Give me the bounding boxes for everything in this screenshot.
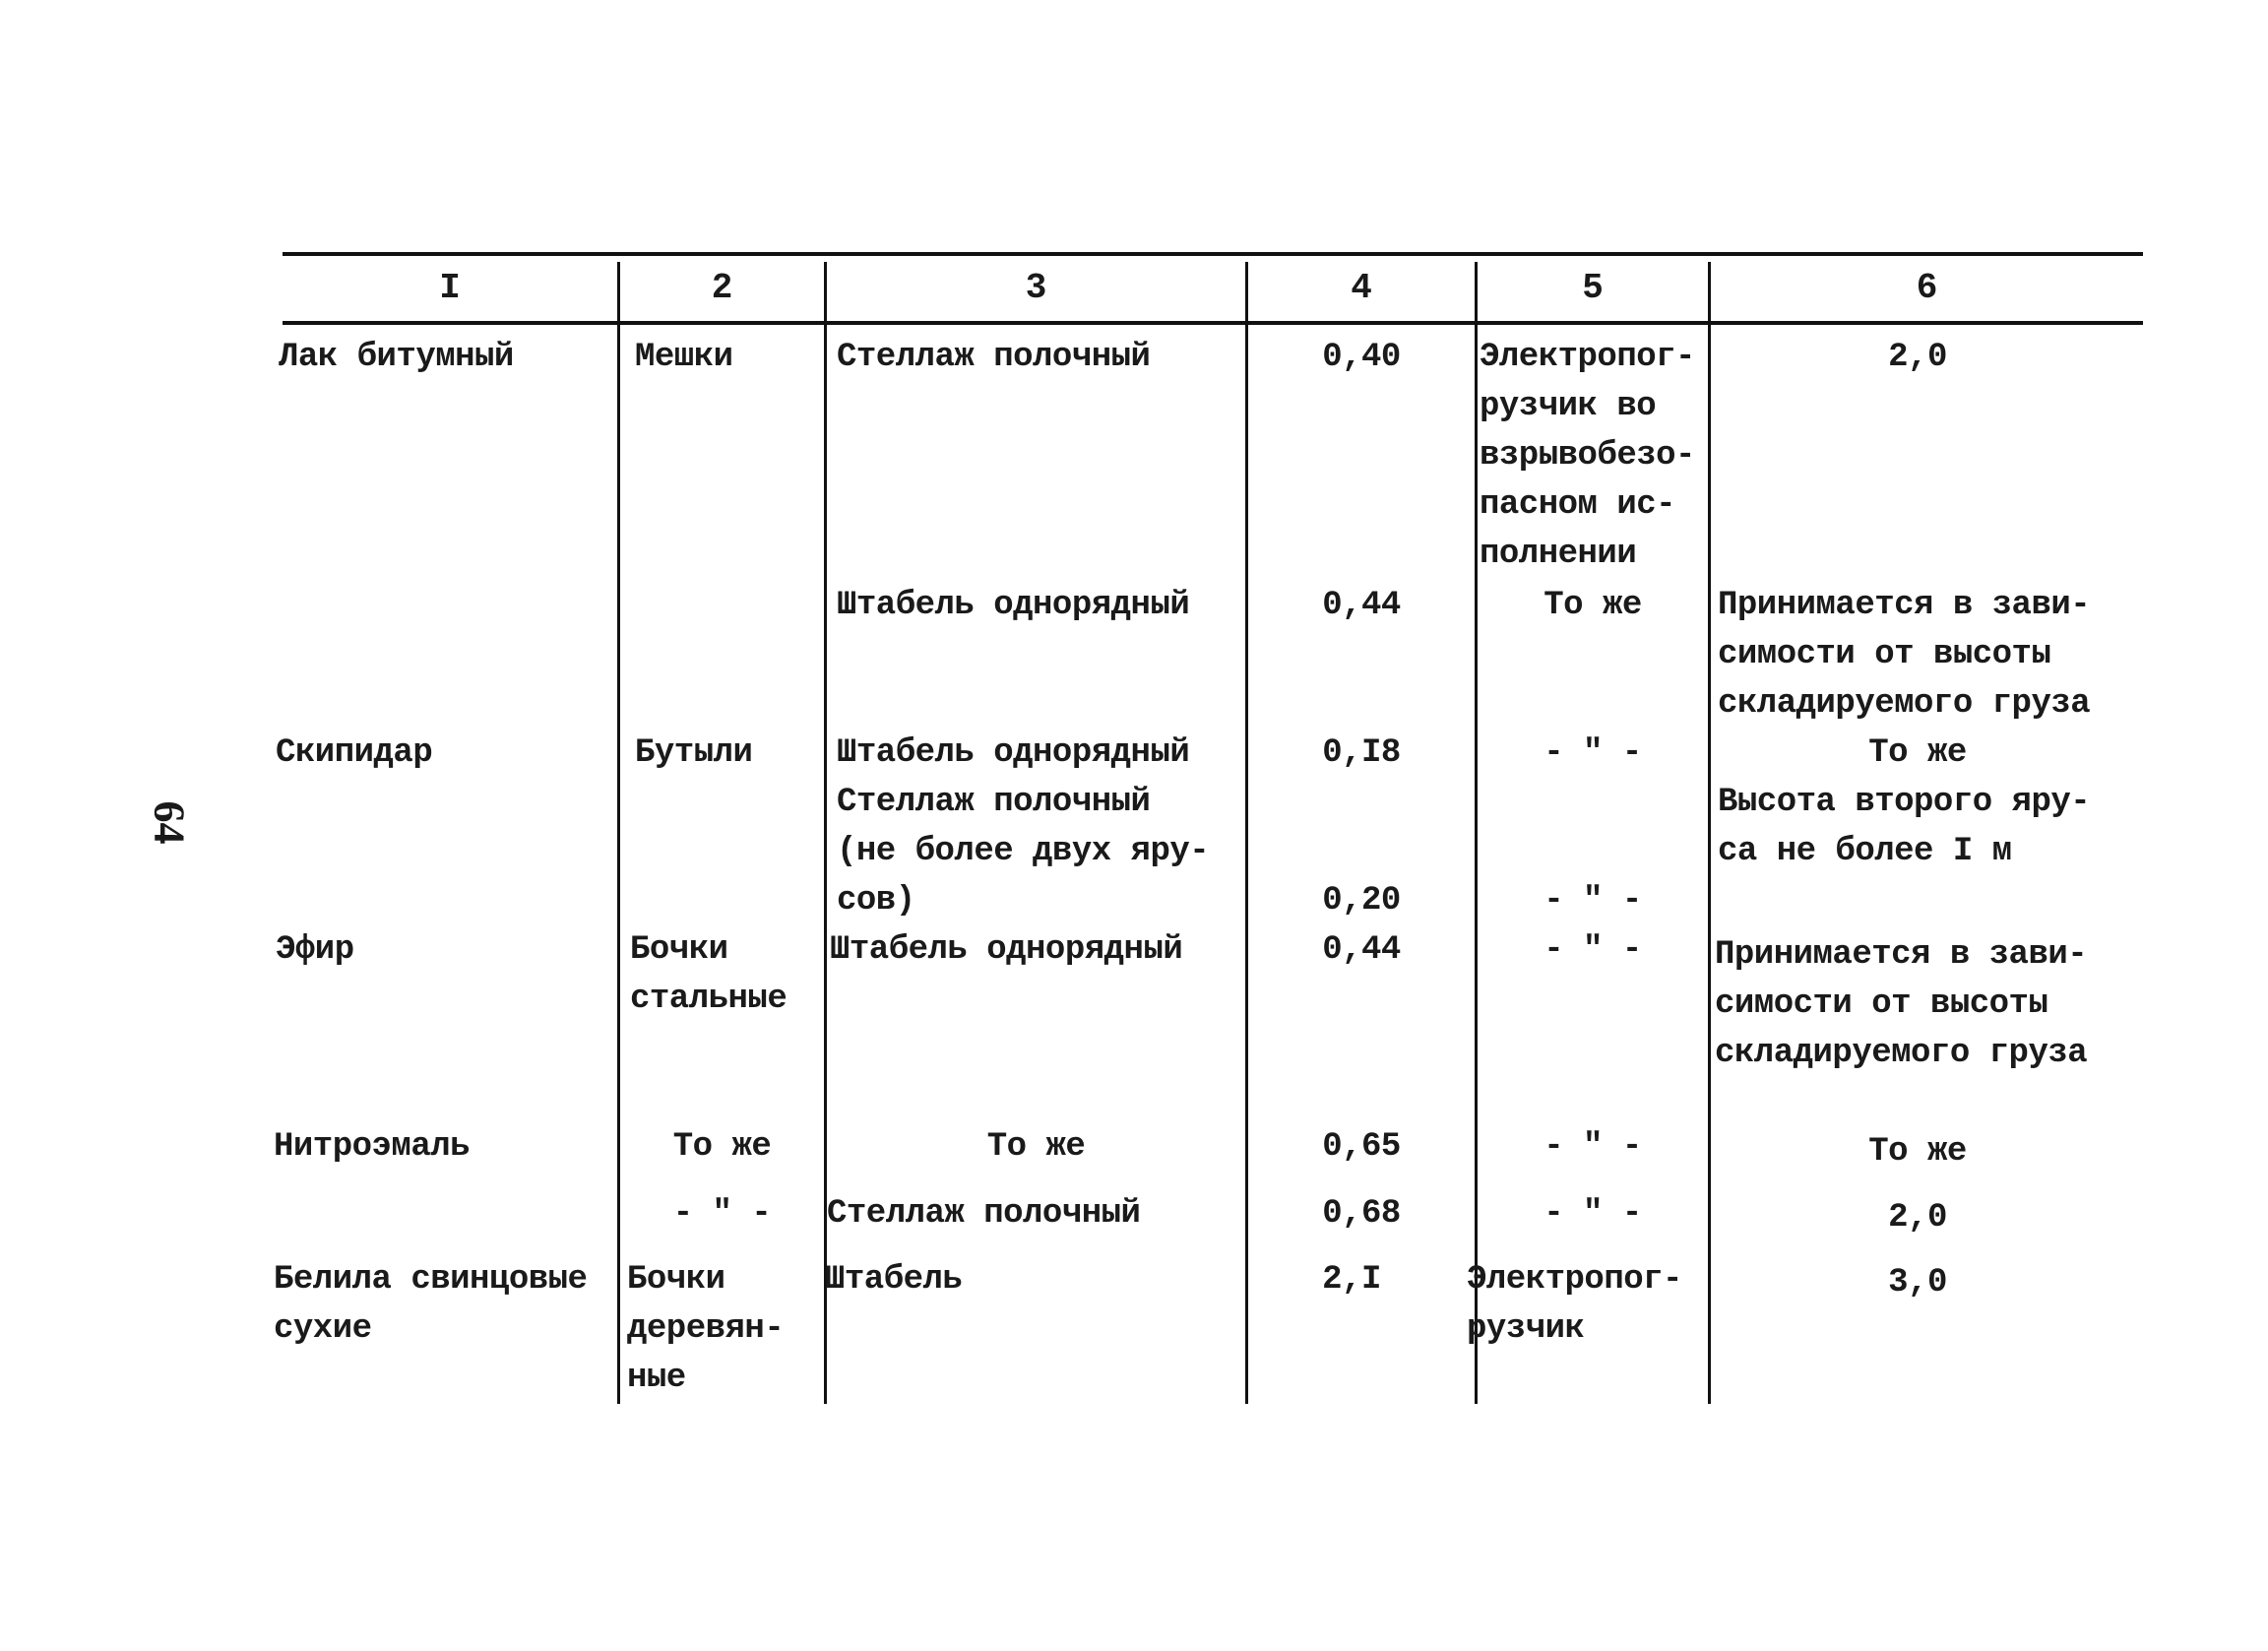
note-line: са не более I м	[1718, 833, 2012, 870]
container-line: Бочки	[627, 1261, 725, 1299]
storage-method: Стеллаж полочный	[837, 339, 1151, 376]
note-line: симости от высоты	[1715, 985, 2048, 1023]
container-line: стальные	[630, 981, 788, 1018]
note-value: То же	[1868, 1133, 1967, 1171]
equipment-line: рузчик во	[1480, 388, 1657, 425]
note-value: То же	[1868, 734, 1967, 772]
container-type: Бутыли	[635, 734, 753, 772]
note-value: 3,0	[1888, 1264, 1947, 1302]
column-header-6: 6	[1916, 268, 1938, 308]
equipment-ditto: - " -	[1544, 882, 1642, 920]
container-line: деревян-	[627, 1310, 785, 1348]
storage-method: Штабель	[825, 1261, 963, 1299]
container-type: Мешки	[635, 339, 733, 376]
equipment-line: взрывобезо-	[1480, 437, 1695, 475]
material-name-line: сухие	[274, 1310, 372, 1348]
material-name-line: Белила свинцовые	[274, 1261, 588, 1299]
storage-line: Стеллаж полочный	[837, 784, 1151, 821]
material-name: Эфир	[276, 931, 354, 969]
material-name: Нитроэмаль	[274, 1128, 471, 1166]
table-header-rule	[283, 321, 2143, 325]
container-line: Бочки	[630, 931, 728, 969]
load-value: 0,44	[1322, 587, 1401, 624]
storage-ditto: То же	[986, 1128, 1086, 1166]
storage-method: Штабель однорядный	[837, 587, 1190, 624]
load-value: 0,40	[1322, 339, 1401, 376]
storage-line: сов)	[837, 882, 915, 920]
equipment-ditto: - " -	[1544, 931, 1642, 969]
equipment-ditto: То же	[1544, 587, 1642, 624]
storage-method: Стеллаж полочный	[827, 1195, 1141, 1233]
storage-method: Штабель однорядный	[837, 734, 1190, 772]
column-header-2: 2	[711, 268, 733, 308]
equipment-line: пасном ис-	[1480, 486, 1676, 524]
equipment-line: Электропог-	[1480, 339, 1695, 376]
column-header-4: 4	[1351, 268, 1372, 308]
container-ditto: То же	[672, 1128, 772, 1166]
load-value: 0,65	[1322, 1128, 1401, 1166]
note-value: 2,0	[1888, 1199, 1947, 1237]
storage-line: (не более двух яру-	[837, 833, 1210, 870]
equipment-line: Электропог-	[1467, 1261, 1682, 1299]
load-value: 0,I8	[1322, 734, 1401, 772]
page-number: 64	[145, 800, 194, 845]
column-header-5: 5	[1582, 268, 1604, 308]
equipment-line: рузчик	[1467, 1310, 1585, 1348]
note-line: Принимается в зави-	[1718, 587, 2091, 624]
note-line: складируемого груза	[1715, 1035, 2088, 1072]
note-line: Принимается в зави-	[1715, 936, 2088, 974]
equipment-ditto: - " -	[1544, 734, 1642, 772]
column-header-1: I	[439, 268, 461, 308]
container-line: ные	[627, 1360, 686, 1397]
column-header-3: 3	[1025, 268, 1047, 308]
note-line: симости от высоты	[1718, 636, 2051, 673]
load-value: 2,I	[1322, 1261, 1381, 1299]
container-ditto: - " -	[672, 1195, 772, 1233]
equipment-line: полнении	[1480, 536, 1637, 573]
load-value: 0,44	[1322, 931, 1401, 969]
note-line: Высота второго яру-	[1718, 784, 2091, 821]
material-name: Скипидар	[276, 734, 433, 772]
note-value: 2,0	[1888, 339, 1947, 376]
note-line: складируемого груза	[1718, 685, 2091, 723]
load-value: 0,20	[1322, 882, 1401, 920]
equipment-ditto: - " -	[1544, 1195, 1642, 1233]
storage-method: Штабель однорядный	[830, 931, 1183, 969]
material-name: Лак битумный	[279, 339, 514, 376]
equipment-ditto: - " -	[1544, 1128, 1642, 1166]
table-top-rule	[283, 252, 2143, 256]
load-value: 0,68	[1322, 1195, 1401, 1233]
